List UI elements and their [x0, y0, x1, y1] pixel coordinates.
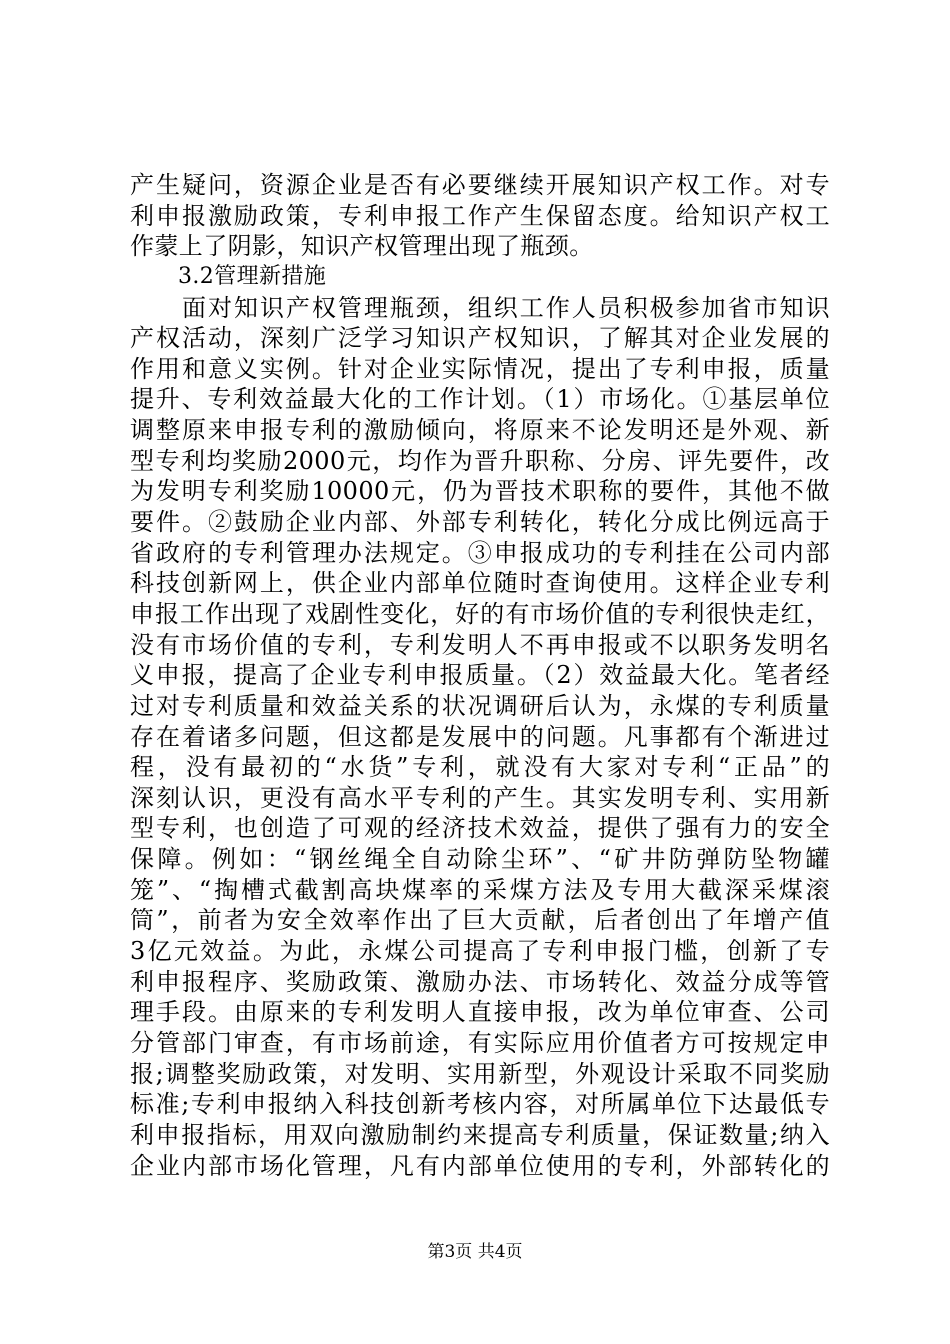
text-line: 面对知识产权管理瓶颈，组织工作人员积极参加省市知识 [182, 293, 830, 322]
body-text [130, 170, 830, 1181]
text-line: 产生疑问，资源企业是否有必要继续开展知识产权工作。对专 [130, 171, 830, 199]
text-line: 标准;专利申报纳入科技创新考核内容，对所属单位下达最低专 [130, 1090, 830, 1119]
page-number: 第3页 共4页 [427, 1242, 523, 1262]
text-line: 存在着诸多问题，但这都是发展中的问题。凡事都有个渐进过 [130, 722, 830, 751]
text-line: 省政府的专利管理办法规定。③申报成功的专利挂在公司内部 [130, 538, 830, 567]
text-line: 科技创新网上，供企业内部单位随时查询使用。这样企业专利 [130, 569, 830, 598]
text-line: 分管部门审查，有市场前途，有实际应用价值者方可按规定申 [130, 1028, 830, 1057]
text-line: 提升、专利效益最大化的工作计划。（1）市场化。①基层单位 [130, 385, 830, 414]
text-line: 3亿元效益。为此，永煤公司提高了专利申报门槛，创新了专 [130, 937, 830, 966]
text-line: 筒”，前者为安全效率作出了巨大贡献，后者创出了年增产值 [130, 906, 830, 935]
text-line: 作蒙上了阴影，知识产权管理出现了瓶颈。 [130, 232, 594, 261]
text-line: 利申报激励政策，专利申报工作产生保留态度。给知识产权工 [130, 201, 830, 230]
text-line: 报;调整奖励政策，对发明、实用新型，外观设计采取不同奖励 [130, 1059, 830, 1088]
text-line: 保障。例如：“钢丝绳全自动除尘环”、“矿井防弹防坠物罐 [130, 845, 830, 874]
text-line: 产权活动，深刻广泛学习知识产权知识，了解其对企业发展的 [130, 324, 830, 353]
text-line: 申报工作出现了戏剧性变化，好的有市场价值的专利很快走红， [130, 599, 830, 628]
text-line: 型专利，也创造了可观的经济技术效益，提供了强有力的安全 [130, 814, 830, 843]
text-line: 程，没有最初的“水货”专利，就没有大家对专利“正品”的 [130, 753, 830, 782]
text-line: 笼”、“掏槽式截割高块煤率的采煤方法及专用大截深采煤滚 [130, 875, 830, 904]
page-footer [0, 1240, 950, 1264]
text-line: 利申报指标，用双向激励制约来提高专利质量，保证数量;纳入 [130, 1120, 830, 1149]
text-line: 要件。②鼓励企业内部、外部专利转化，转化分成比例远高于 [130, 508, 830, 537]
text-line: 为发明专利奖励10000元，仍为晋技术职称的要件，其他不做 [130, 477, 830, 506]
text-line: 企业内部市场化管理，凡有内部单位使用的专利，外部转化的 [130, 1151, 830, 1180]
text-line: 义申报，提高了企业专利申报质量。（2）效益最大化。笔者经 [130, 661, 830, 690]
text-line: 深刻认识，更没有高水平专利的产生。其实发明专利、实用新 [130, 783, 830, 812]
text-line: 没有市场价值的专利，专利发明人不再申报或不以职务发明名 [130, 630, 830, 659]
text-line: 型专利均奖励2000元，均作为晋升职称、分房、评先要件，改 [130, 446, 830, 475]
section-heading: 3.2管理新措施 [178, 263, 327, 289]
text-line: 过对专利质量和效益关系的状况调研后认为，永煤的专利质量 [130, 691, 830, 720]
text-line: 作用和意义实例。针对企业实际情况，提出了专利申报，质量 [130, 354, 830, 383]
text-line: 调整原来申报专利的激励倾向，将原来不论发明还是外观、新 [130, 416, 830, 445]
text-line: 理手段。由原来的专利发明人直接申报，改为单位审查、公司 [130, 998, 830, 1027]
text-line: 利申报程序、奖励政策、激励办法、市场转化、效益分成等管 [130, 967, 830, 996]
